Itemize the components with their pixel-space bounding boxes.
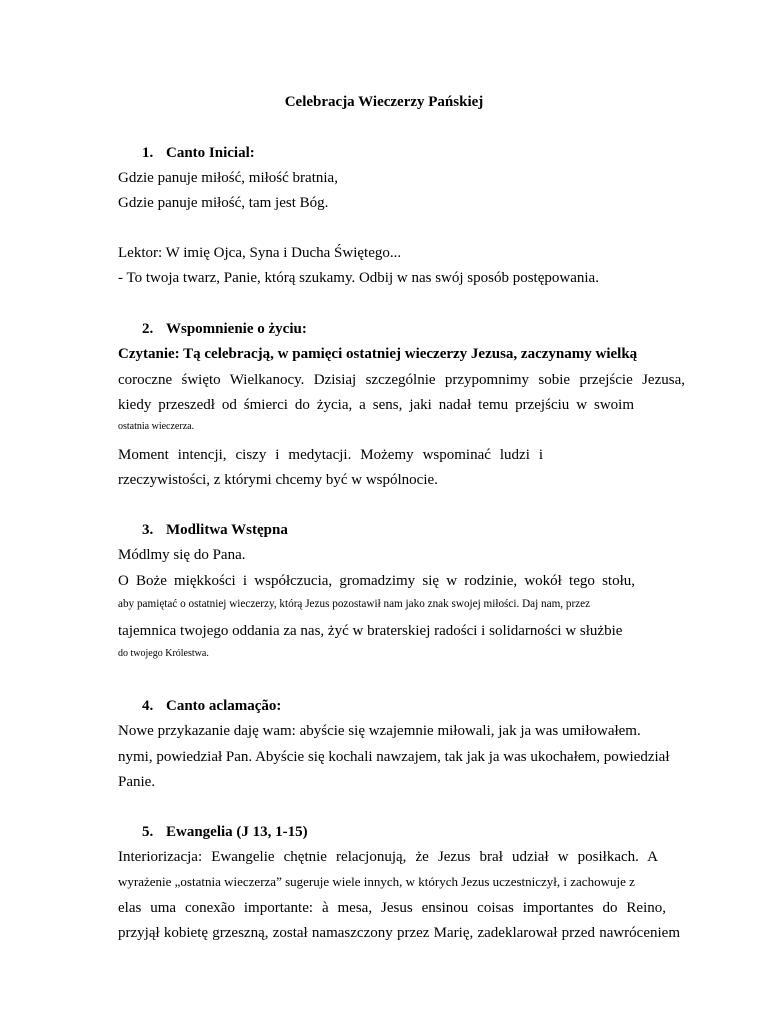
section-heading-2 [142,320,307,338]
paragraph-line: Czytanie: Tą celebracją, w pamięci ostatniej wieczerzy Jezusa, zaczynamy wielką [118,346,638,362]
paragraph-line: Módlmy się do Pana. [118,547,246,563]
paragraph-line: aby pamiętać o ostatniej wieczerzy, którą Jezus pozostawił nam jako znak swojej miłości. Daj nam, przez [118,598,591,610]
section-heading-text: Wspomnienie o życiu: [166,321,307,337]
section-number: 1. [142,145,154,161]
paragraph-line: O Boże miękkości i współczucia, gromadzimy się w rodzinie, wokół tego stołu, [118,573,635,589]
paragraph-line: Gdzie panuje miłość, miłość bratnia, [118,170,338,186]
paragraph-line: ostatnia wieczerza. [118,421,195,432]
section-heading-text: Modlitwa Wstępna [166,522,288,538]
section-number: 5. [142,824,154,840]
paragraph-line: Gdzie panuje miłość, tam jest Bóg. [118,195,329,211]
section-heading-3 [142,521,288,539]
paragraph-line: przyjął kobietę grzeszną, został namaszczony przez Marię, zadeklarował przed nawróceniem [118,925,680,941]
paragraph-line: Nowe przykazanie daję wam: abyście się wzajemnie miłowali, jak ja was umiłowałem. [118,723,641,739]
section-heading-text: Ewangelia (J 13, 1-15) [166,824,308,840]
section-number: 4. [142,698,154,714]
paragraph-line: Interiorizacja: Ewangelie chętnie relacjonują, że Jezus brał udział w posiłkach. A [118,849,658,865]
paragraph-line: Panie. [118,774,156,790]
section-heading-5 [142,823,308,841]
paragraph-line: tajemnica twojego oddania za nas, żyć w braterskiej radości i solidarności w służbie [118,623,623,639]
paragraph-line: elas uma conexão importante: à mesa, Jesus ensinou coisas importantes do Reino, [118,900,666,916]
paragraph-line: wyrażenie „ostatnia wieczerza” sugeruje wiele innych, w których Jezus uczestniczył, i zachowuje z [118,874,635,889]
section-heading-1 [142,144,255,162]
document-title: Celebracja Wieczerzy Pańskiej [284,94,484,110]
paragraph-line: nymi, powiedział Pan. Abyście się kochali nawzajem, tak jak ja was ukochałem, powiedział [118,749,670,765]
section-number: 3. [142,522,154,538]
section-number: 2. [142,321,154,337]
paragraph-line: rzeczywistości, z którymi chcemy być w wspólnocie. [118,472,438,488]
section-heading-4 [142,697,281,715]
paragraph-line: coroczne święto Wielkanocy. Dzisiaj szczególnie przypomnimy sobie przejście Jezusa, [118,372,685,388]
paragraph-line: - To twoja twarz, Panie, którą szukamy. Odbij w nas swój sposób postępowania. [118,270,599,286]
section-heading-text: Canto Inicial: [166,145,255,161]
section-heading-text: Canto aclamação: [166,698,282,714]
paragraph-line: Lektor: W imię Ojca, Syna i Ducha Świętego... [118,245,402,261]
paragraph-line: Moment intencji, ciszy i medytacji. Możemy wspominać ludzi i [118,447,543,463]
paragraph-line: kiedy przeszedł od śmierci do życia, a sens, jaki nadał temu przejściu w swoim [118,397,634,413]
paragraph-line: do twojego Królestwa. [118,648,209,659]
